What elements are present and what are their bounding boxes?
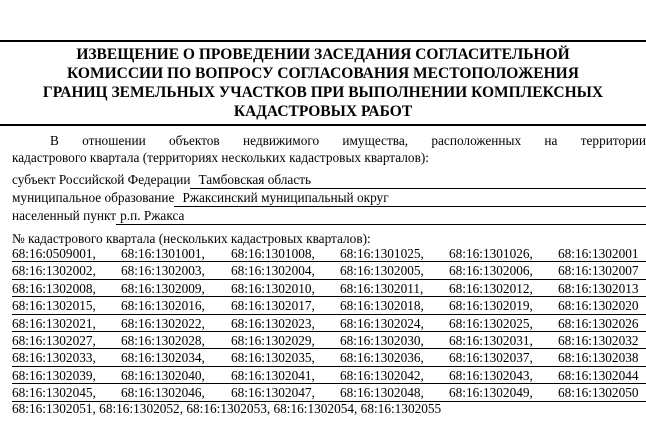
cadastral-quarter-number: 68:16:1301025,	[340, 246, 424, 261]
settlement-label: населенный пункт	[12, 208, 117, 223]
municipality-label: муниципальное образование	[12, 190, 175, 205]
quarter-row	[12, 262, 646, 279]
cadastral-quarter-number: 68:16:1302029,	[231, 332, 315, 348]
cadastral-quarter-number: 68:16:1302048,	[340, 385, 424, 401]
cadastral-quarter-number: 68:16:1302046,	[121, 385, 205, 401]
cadastral-quarter-number: 68:16:1302020	[558, 298, 639, 314]
cadastral-quarter-number: 68:16:1302025,	[449, 315, 533, 331]
cadastral-quarter-number: 68:16:1302027,	[12, 332, 96, 348]
cadastral-quarter-number: 68:16:1302007	[558, 263, 639, 279]
subject-label: субъект Российской Федерации	[12, 172, 191, 187]
intro-line-1: В отношении объектов недвижимого имущества, расположенных на территории	[50, 133, 646, 148]
cadastral-quarter-number: 68:16:1302012,	[449, 280, 533, 296]
cadastral-quarter-number: 68:16:1302010,	[231, 280, 315, 296]
cadastral-quarter-number: 68:16:1302022,	[121, 315, 205, 331]
cadastral-quarter-number: 68:16:1301026,	[449, 246, 533, 261]
cadastral-quarter-number: 68:16:1302023,	[231, 315, 315, 331]
settlement-field	[12, 207, 646, 225]
cadastral-quarter-number: 68:16:1302049,	[449, 385, 533, 401]
top-rule	[0, 40, 646, 42]
cadastral-quarter-number: 68:16:1302040,	[121, 367, 205, 383]
cadastral-quarter-number: 68:16:1302033,	[12, 350, 96, 366]
quarters-label: № кадастрового квартала (нескольких кадастровых кварталов):	[12, 231, 371, 246]
cadastral-quarter-number: 68:16:1302005,	[340, 263, 424, 279]
cadastral-quarter-number: 68:16:1302050	[558, 385, 639, 401]
cadastral-quarter-number: 68:16:1302042,	[340, 367, 424, 383]
quarter-row	[12, 367, 646, 384]
cadastral-quarter-number: 68:16:1302034,	[121, 350, 205, 366]
municipality-field	[12, 189, 646, 207]
cadastral-quarter-number: 68:16:0509001,	[12, 246, 96, 261]
cadastral-quarter-number: 68:16:1302003,	[121, 263, 205, 279]
quarters-list	[12, 245, 646, 402]
quarter-row	[12, 315, 646, 332]
cadastral-quarter-number: 68:16:1302004,	[231, 263, 315, 279]
quarter-row	[12, 349, 646, 366]
cadastral-quarter-number: 68:16:1302008,	[12, 280, 96, 296]
cadastral-quarter-number: 68:16:1302039,	[12, 367, 96, 383]
quarter-row	[12, 245, 646, 262]
cadastral-quarter-number: 68:16:1302036,	[340, 350, 424, 366]
cadastral-quarter-number: 68:16:1302009,	[121, 280, 205, 296]
cadastral-quarter-number: 68:16:1301008,	[231, 246, 315, 261]
intro-paragraph	[12, 132, 646, 166]
quarter-row	[12, 332, 646, 349]
cadastral-quarter-number: 68:16:1302045,	[12, 385, 96, 401]
cadastral-quarter-number: 68:16:1302006,	[449, 263, 533, 279]
cadastral-quarter-number: 68:16:1302044	[558, 367, 639, 383]
quarters-last-line: 68:16:1302051, 68:16:1302052, 68:16:1302053, 68:16:1302054, 68:16:1302055	[12, 401, 442, 416]
cadastral-quarter-number: 68:16:1301001,	[121, 246, 205, 261]
cadastral-quarter-number: 68:16:1302024,	[340, 315, 424, 331]
cadastral-quarter-number: 68:16:1302035,	[231, 350, 315, 366]
subject-field	[12, 171, 646, 189]
cadastral-quarter-number: 68:16:1302028,	[121, 332, 205, 348]
cadastral-quarter-number: 68:16:1302041,	[231, 367, 315, 383]
cadastral-quarter-number: 68:16:1302011,	[340, 280, 424, 296]
title-rule	[0, 124, 646, 126]
cadastral-quarter-number: 68:16:1302016,	[121, 298, 205, 314]
settlement-value: р.п. Ржакса	[116, 207, 646, 225]
quarter-row	[12, 384, 646, 401]
cadastral-quarter-number: 68:16:1302030,	[340, 332, 424, 348]
cadastral-quarter-number: 68:16:1302026	[558, 315, 639, 331]
cadastral-quarter-number: 68:16:1302038	[558, 350, 639, 366]
cadastral-quarter-number: 68:16:1302013	[558, 280, 639, 296]
cadastral-quarter-number: 68:16:1302032	[558, 332, 639, 348]
cadastral-quarter-number: 68:16:1302018,	[340, 298, 424, 314]
document-title: ИЗВЕЩЕНИЕ О ПРОВЕДЕНИИ ЗАСЕДАНИЯ СОГЛАСИТЕЛЬНОЙ КОМИССИИ ПО ВОПРОСУ СОГЛАСОВАНИЯ МЕСТОПОЛОЖЕНИЯ ГРАНИЦ ЗЕМЕЛЬНЫХ УЧАСТКОВ ПРИ ВЫПОЛНЕНИИ КОМПЛЕКСНЫХ КАДАСТРОВЫХ РАБОТ	[42, 46, 604, 120]
cadastral-quarter-number: 68:16:1302019,	[449, 298, 533, 314]
intro-line-2: кадастрового квартала (территориях нескольких кадастровых кварталов):	[12, 150, 429, 165]
subject-value: Тамбовская область	[190, 171, 646, 189]
cadastral-quarter-number: 68:16:1302015,	[12, 298, 96, 314]
cadastral-quarter-number: 68:16:1302037,	[449, 350, 533, 366]
municipality-value: Ржаксинский муниципальный округ	[174, 189, 646, 207]
quarter-row	[12, 280, 646, 297]
quarter-row	[12, 297, 646, 314]
cadastral-quarter-number: 68:16:1302021,	[12, 315, 96, 331]
cadastral-quarter-number: 68:16:1302031,	[449, 332, 533, 348]
cadastral-quarter-number: 68:16:1302017,	[231, 298, 315, 314]
cadastral-quarter-number: 68:16:1302001	[558, 246, 639, 261]
cadastral-quarter-number: 68:16:1302043,	[449, 367, 533, 383]
cadastral-quarter-number: 68:16:1302047,	[231, 385, 315, 401]
cadastral-quarter-number: 68:16:1302002,	[12, 263, 96, 279]
